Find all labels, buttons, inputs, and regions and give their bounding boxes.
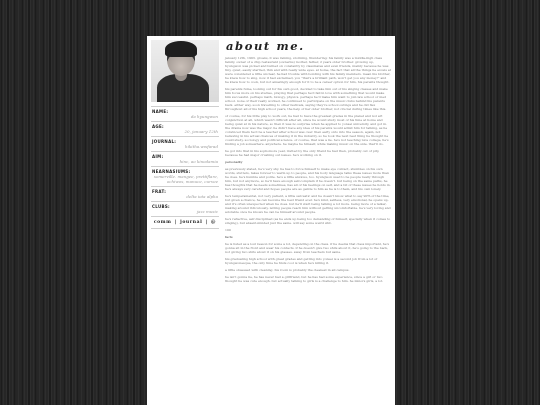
bio-paragraph: as previously stated, he's very shy. he has to force himself to make eye contact, stumbles on his own words, stutters, takes forever to warm up to people, and his body language talks these issues more than he does. he's humble and polite. he's a little anxious, too. hyungwon used to be people really through him, but not anymore, so he'll have enough self-complain if he doesn't. but being on the same paths, he has thoughts that he needs sometimes, has all of his feelings on self, and a bit of these issues he holds in. he's always very careful and hopes people are as gentle to him as he is to them, and his own lonely.	[225, 167, 391, 191]
bio-paragraph: he is listed as a lost reason for some a lot, depending on the class. if he deems that class important, he's gonna sit in the front and wear his contacts. if he doesn't give two shits about it, he's going to the back, not giving two shits about it on his glasses. away from teachers but same.	[225, 242, 390, 254]
at-link[interactable]: @	[211, 220, 217, 225]
main-content	[225, 40, 391, 286]
bio-paragraph: 100	[225, 228, 231, 232]
profile-label: NAME:	[152, 109, 169, 114]
profile-label: AGE:	[152, 124, 164, 129]
bio-text	[225, 56, 391, 283]
bio-paragraph: his parents fume, looking out for his own good, decided to take him out of his singing classes and make him focus more on his studies, praying that perhaps he'd fall in love with something that would make him successful. perhaps math, biology, physics. perhaps he'd make him want to join law school or med school. none of their really worked, he continued to participate on the music clubs behind his parents back. either way, soon travelling to other festivals, saying they're school outings and he did flex throughout all of his high school years, the help of her older brother, not crucial during times like this.	[225, 87, 388, 111]
photo-hair	[165, 41, 197, 57]
profile-row-frat	[151, 186, 219, 201]
section-heading-facts: facts	[225, 235, 233, 239]
profile-value: jazz music	[196, 209, 218, 214]
profile-label: FRAT:	[152, 189, 167, 194]
page-title: about me.	[226, 39, 305, 53]
profile-value: delta iota alpha	[186, 194, 218, 199]
sidebar	[151, 40, 219, 229]
profile-label: JOURNAL:	[152, 139, 177, 144]
profile-row-journal	[151, 136, 219, 151]
profile-value: 20, january 12th	[184, 129, 218, 134]
bio-paragraph: of course, for his little play to work out, he had to have the greatest grades in the planet and not art conjunction at all, which wasn't difficult after all, since he would study most of his time at home and being quiet at in his nature, so then it was no surprise when he applied to yonsei university, and got in. the drama now was the major. he didn't have any idea of his parents would admit him for talking, as he convinced them he'd be a teacher after school was over. then early onto into the season, again, not believing in his actual chances of making it in the industry, so he took the next best thing he thought he could study, sociology and political science. of course, that was a lie. he's not teaching nice college, he's finding a job somewhere. anywhere. he maybe he himself, while making music on the side. that'll do.	[225, 114, 389, 146]
bio-paragraph: he got into that in his sophomore year, invited by the only friend he had then, probably out of pity, because he had major crushing out issues. he's working on it.	[225, 149, 380, 157]
bio-paragraph: his graduating high school with great grades and getting into yonsei is a second job from a lot of hyungwonesque, the only time he finds cool is when he's killing it.	[225, 257, 378, 265]
profile-row-name	[151, 106, 219, 121]
profile-row-age	[151, 121, 219, 136]
profile-row-nearnasiums	[151, 166, 219, 186]
journal-link[interactable]: journal	[180, 220, 203, 225]
bio-paragraph: a little obsessed with cleaning. his room is probably the cleanest in all campus.	[225, 268, 350, 272]
profile-label: NEARNASIUMS:	[152, 169, 191, 174]
bio-paragraph: he's reflective, self disciplined (as he ends up being too demanding of himself, specially when it comes to singing), but absent-minded just the same. will say some weird shit.	[225, 217, 391, 225]
profile-row-clubs	[151, 201, 219, 216]
profile-label: AIM:	[152, 154, 164, 159]
nav-links: comm | journal | @	[151, 216, 219, 229]
bio-paragraph: january 12th, 1993. groans, it was raining, storming, thundering; his family was a middle-high class family, owner of a chip restaurant (ownerns) mother, father, 2 years older brother. growing up, hyungwon was picked and bullied on constantly by classmates and even friends, mainly because he was tiny, quiet, easily startled, thin and with really wide eyes. at home, the fact that all the things he excels at were considered a little unclear, he had trouble with bonding with his family members. mean his brother, he knew how to sing, now it had exclaimed, you "that's a brilliant path, won't get you any money!" and he knew how to cook, but not amazingly enough for it to be a career option for him, his parents thought.	[225, 56, 391, 84]
profile-list	[151, 106, 219, 216]
profile-value: somerville. mangee, prettiflare, ochiwos, manuce, curvee	[153, 174, 218, 184]
profile-photo	[151, 40, 219, 102]
profile-row-aim	[151, 151, 219, 166]
page-card	[147, 36, 395, 405]
profile-value: da hyungwon	[190, 114, 218, 119]
bio-paragraph: he's temperamental, not very patient, a little sarcastic and he doesn't know what to say 90% of the time, but given a chance, he can become the best friend ever. he's kind, selfless, very emotional, he opens up, and it's often unexpected when he does. but he'll start being talking a lot more. being more of a talker, making around ridiculously, letting people reach him without getting uncomfortable. he's very loving and adorable once he knows he can be himself around people.	[225, 194, 391, 214]
profile-value: hikitha.wwfarad	[185, 144, 218, 149]
section-heading-personality: personality	[225, 160, 243, 164]
bio-paragraph: he isn't gonna lie, he has never had a girlfriend, but he has had some experience, since a girl or two thought he was cute enough. but actually talking to girls is a challenge to him. he minors girls, a lot.	[225, 275, 384, 283]
profile-label: CLUBS:	[152, 204, 170, 209]
comm-link[interactable]: comm	[153, 220, 172, 225]
profile-value: hinc, ao kinodamia	[179, 159, 218, 164]
